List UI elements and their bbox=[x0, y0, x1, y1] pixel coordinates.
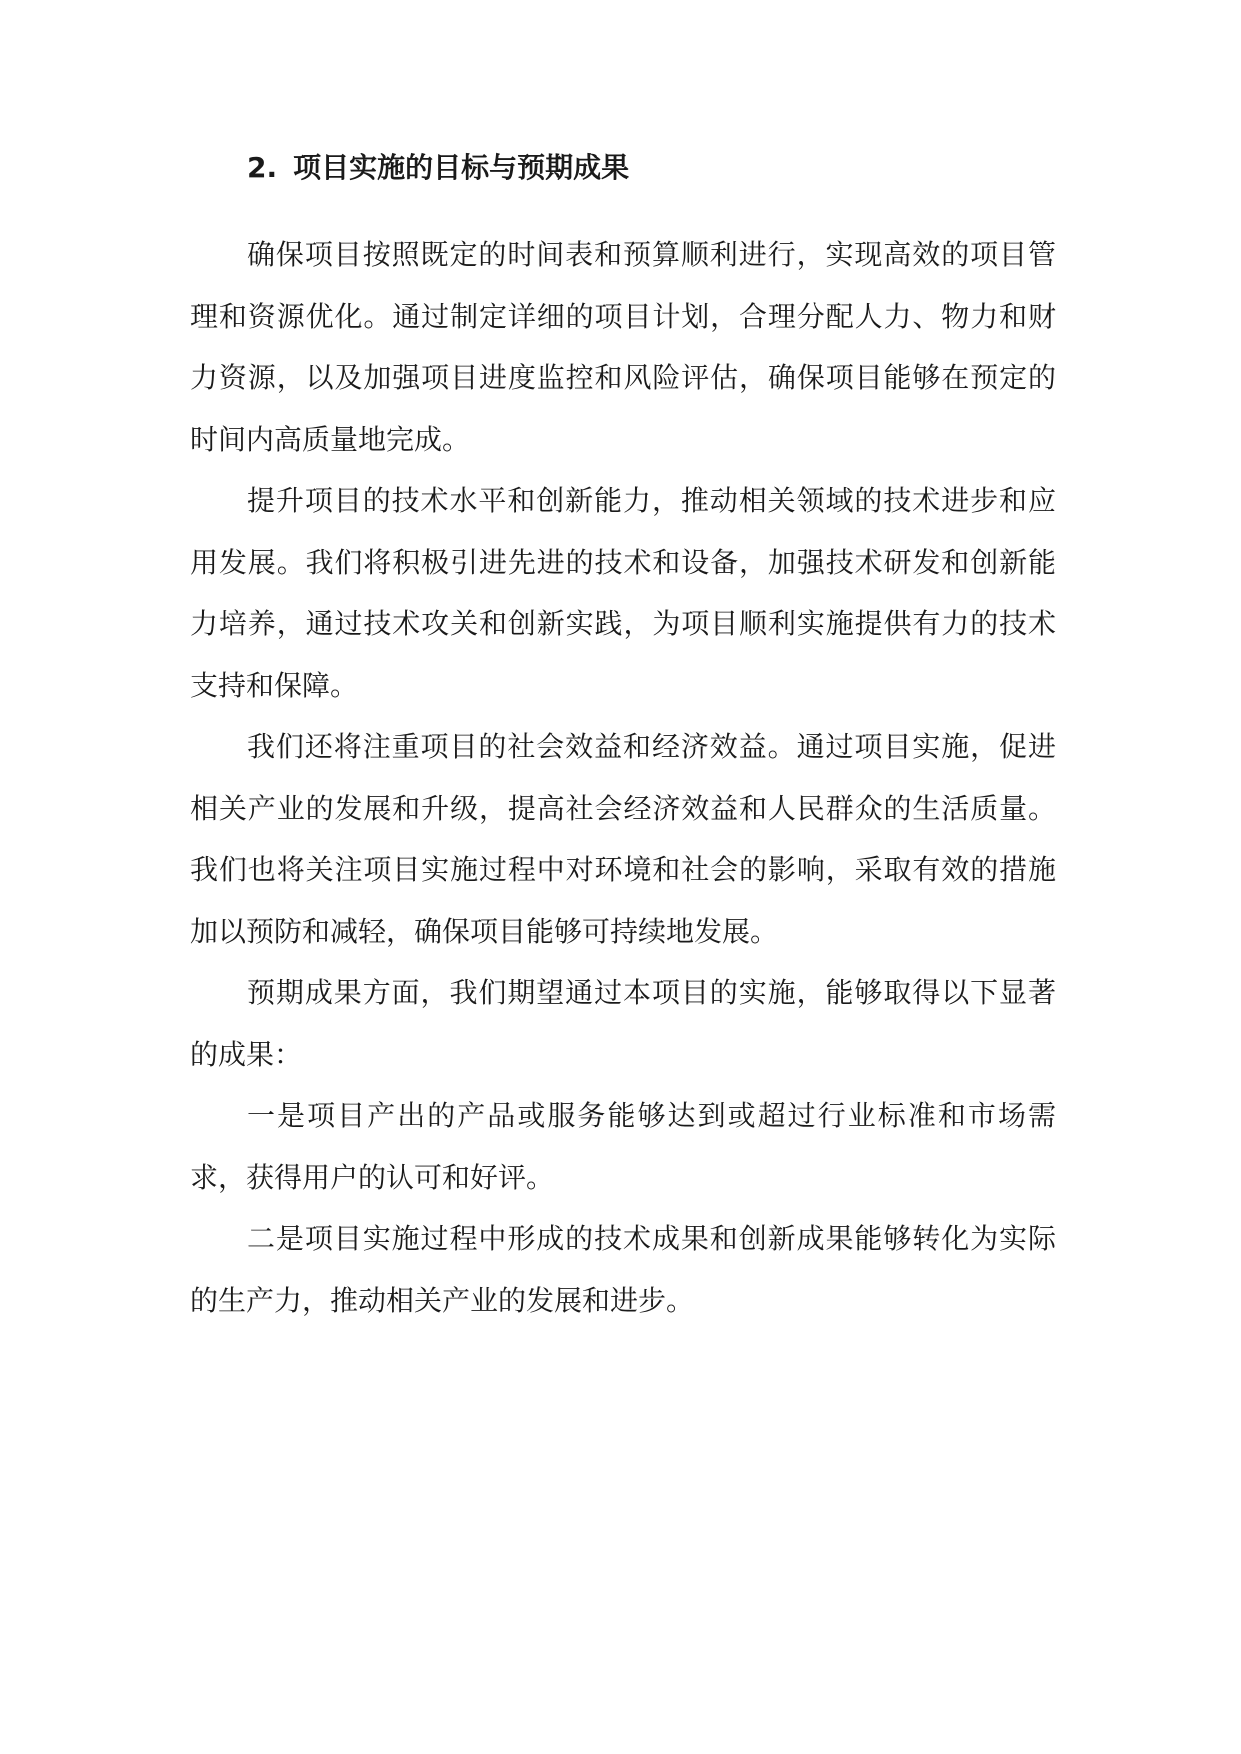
paragraph-benefits: 我们还将注重项目的社会效益和经济效益。通过项目实施，促进相关产业的发展和升级，提高社会经济效益和人民群众的生活质量。我们也将关注项目实施过程中对环境和社会的影响，采取有效的措施加以预防和减轻，确保项目能够可持续地发展。 bbox=[190, 730, 1056, 948]
paragraph-timeline: 确保项目按照既定的时间表和预算顺利进行，实现高效的项目管理和资源优化。通过制定详细的项目计划，合理分配人力、物力和财力资源，以及加强项目进度监控和风险评估，确保项目能够在预定的时间内高质量地完成。 bbox=[190, 238, 1056, 456]
document-body bbox=[190, 224, 1056, 1331]
section-number: 2. bbox=[247, 151, 278, 184]
section-heading bbox=[247, 148, 629, 188]
paragraph-technology: 提升项目的技术水平和创新能力，推动相关领域的技术进步和应用发展。我们将积极引进先进的技术和设备，加强技术研发和创新能力培养，通过技术攻关和创新实践，为项目顺利实施提供有力的技术支持和保障。 bbox=[190, 484, 1056, 702]
paragraph-result-one: 一是项目产出的产品或服务能够达到或超过行业标准和市场需求，获得用户的认可和好评。 bbox=[190, 1099, 1056, 1194]
paragraph-result-two: 二是项目实施过程中形成的技术成果和创新成果能够转化为实际的生产力，推动相关产业的发展和进步。 bbox=[190, 1222, 1056, 1317]
section-title: 项目实施的目标与预期成果 bbox=[293, 151, 630, 184]
paragraph-expected-results: 预期成果方面，我们期望通过本项目的实施，能够取得以下显著的成果： bbox=[190, 976, 1056, 1071]
